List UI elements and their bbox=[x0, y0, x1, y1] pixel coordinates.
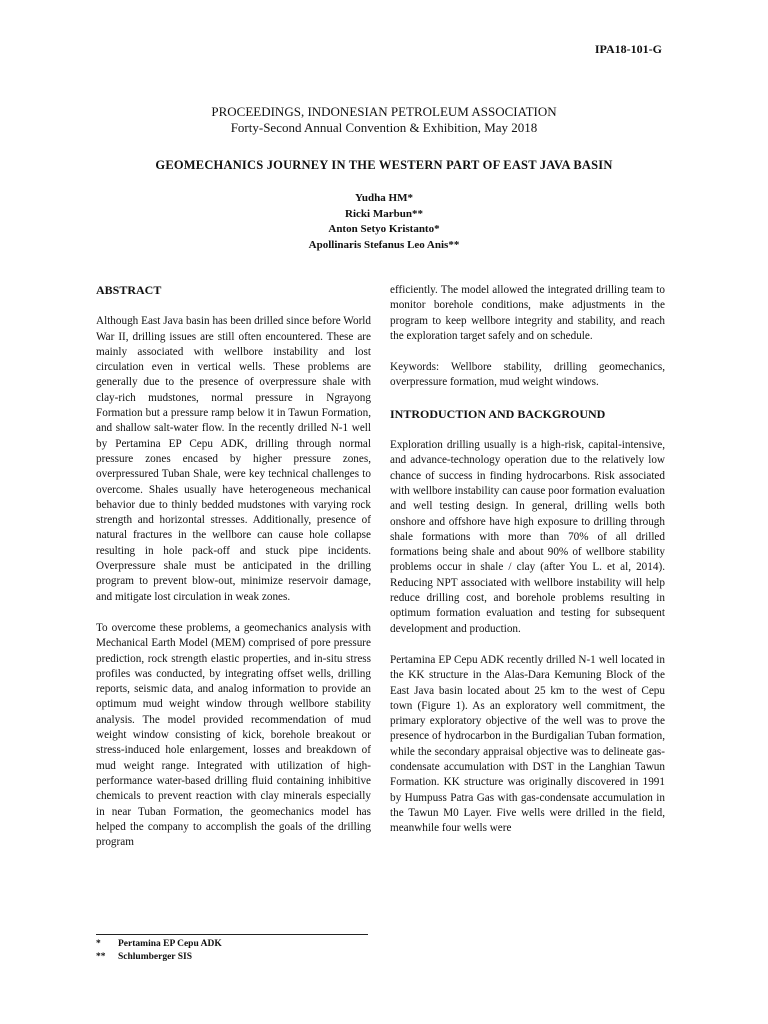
proceedings-line: PROCEEDINGS, INDONESIAN PETROLEUM ASSOCIATION bbox=[211, 104, 557, 119]
footnote-divider bbox=[96, 934, 368, 935]
keywords: Keywords: Wellbore stability, drilling geomechanics, overpressure formation, mud weight windows. bbox=[390, 361, 665, 389]
author: Apollinaris Stefanus Leo Anis** bbox=[308, 238, 460, 251]
paper-code: IPA18-101-G bbox=[594, 42, 662, 56]
footnote bbox=[96, 951, 222, 964]
abstract-paragraph-2: To overcome these problems, a geomechanics analysis with Mechanical Earth Model (MEM) comprised of pore pressure prediction, rock strength elastic properties, and in-situ stress profiles was conducted, by integrating offset wells, drilling reports, seismic data, and analog information to provide an optimum mud weight window through wellbore stability analysis. The model provided recommendation of mud weight window consisting of kick, borehole breakout or stress-induced hole enlargement, losses and breakdown of mud weight range. Integrated with utilization of high-performance water-based drilling fluid containing inhibitive chemicals to prevent reaction with clay minerals especially in near Tuban Formation, the geomechanics model has helped the company to accomplish the goals of the drilling program bbox=[96, 621, 371, 849]
author: Yudha HM* bbox=[355, 192, 413, 204]
abstract-paragraph-1: Although East Java basin has been drilled since before World War II, drilling issues are still often encountered. These are mainly associated with wellbore instability and lost circulation even in vertical wells. These problems are generally due to the presence of overpressure shale with clay-rich mudstones, normal pressure in Ngrayong Formation but a pressure ramp below it in Tawun Formation, and shallow salt-water flow. In the recently drilled N-1 well by Pertamina EP Cepu ADK, drilling through normal pressure zones encased by higher pressure zones, overpressured Tuban Shale, were key technical challenges to overcome. Shales usually have heterogeneous mechanical behavior due to thinly bedded mudstones with varying rock strength and horizontal stresses. Additionally, presence of natural fractures in the wellbore can cause hole collapse resulting in hole pack-off and stuck pipe incidents. Overpressure shale must be anticipated in the drilling program to prevent blow-out, minimize reservoir damage, and mitigate lost circulation in weak zones. bbox=[96, 315, 371, 603]
footnote-mark: * bbox=[96, 939, 101, 949]
footnote bbox=[96, 938, 222, 951]
footnote-mark: ** bbox=[96, 952, 106, 962]
paper-header bbox=[0, 104, 768, 253]
right-column bbox=[390, 283, 665, 853]
abstract-continuation: efficiently. The model allowed the integrated drilling team to monitor borehole conditions, make adjustments in the program to keep wellbore integrity and stability, and reach the exploration target safely and on schedule. bbox=[390, 284, 665, 342]
footnote-text: Schlumberger SIS bbox=[118, 952, 192, 962]
convention-line: Forty-Second Annual Convention & Exhibition, May 2018 bbox=[230, 120, 538, 135]
author: Anton Setyo Kristanto* bbox=[328, 223, 440, 235]
author-list bbox=[0, 191, 768, 253]
footnotes bbox=[96, 938, 222, 964]
intro-heading: INTRODUCTION AND BACKGROUND bbox=[390, 406, 606, 421]
abstract-heading: ABSTRACT bbox=[96, 283, 162, 297]
author: Ricki Marbun** bbox=[345, 207, 423, 220]
intro-paragraph-1: Exploration drilling usually is a high-risk, capital-intensive, and advance-technology operation due to the relatively low chance of success in finding hydrocarbons. Risk associated with wellbore instability can cause poor formation evaluation and well testing design. In general, drilling wells both onshore and offshore have high exposure to drilling through shale formations with more than 70% of all drilled formations being shale and about 90% of wellbore stability problems occur in shale / clay (after You L. et al, 2014). Reducing NPT associated with wellbore instability will help reduce drilling cost, and borehole problems resulting in optimum formation evaluation and testing for subsequent development and production. bbox=[390, 439, 665, 635]
footnote-text: Pertamina EP Cepu ADK bbox=[118, 939, 222, 949]
left-column bbox=[96, 283, 371, 866]
paper-title: GEOMECHANICS JOURNEY IN THE WESTERN PART OF EAST JAVA BASIN bbox=[155, 158, 613, 172]
intro-paragraph-2: Pertamina EP Cepu ADK recently drilled N-1 well located in the KK structure in the Alas-Dara Kemuning Block of the East Java basin located about 25 km to the west of Cepu town (Figure 1). As an exploratory well commitment, the primary exploratory objective of the well was to prove the presence of hydrocarbon in the Burdigalian Tuban formation, while the secondary appraisal objective was to delineate gas-condensate accumulation with DST in the Langhian Tawun Formation. KK structure was originally discovered in 1991 by Humpuss Patra Gas with gas-condensate accumulation in the Tawun M0 Layer. Five wells were drilled in the field, meanwhile four wells were bbox=[390, 653, 665, 835]
